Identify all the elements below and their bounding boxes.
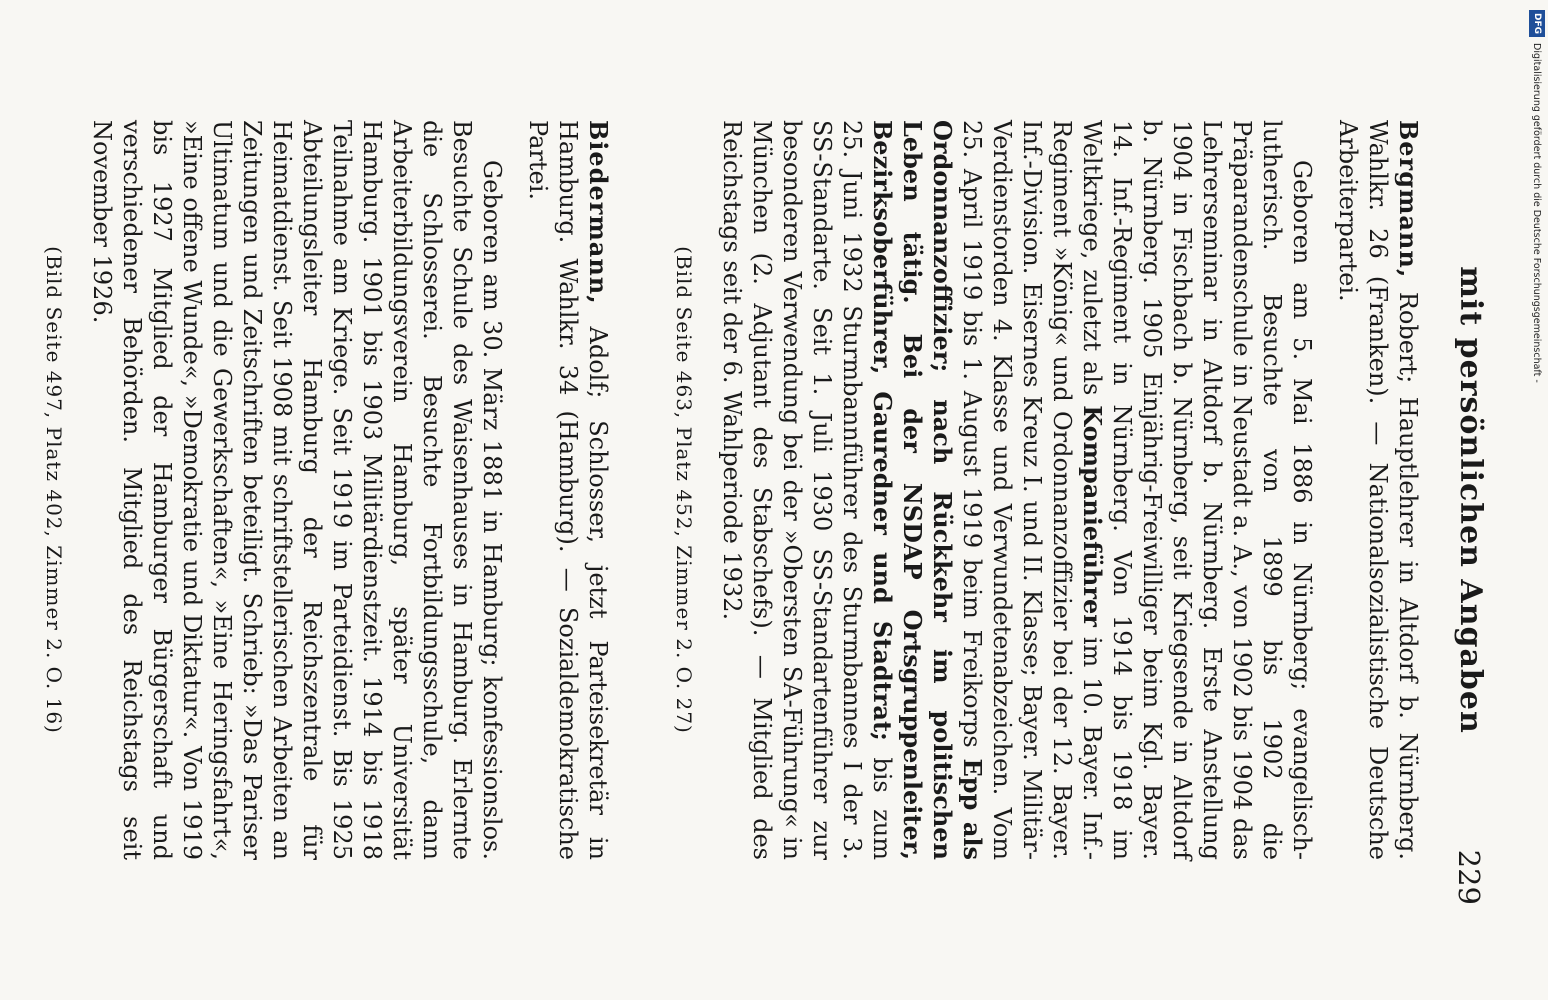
bio-segment-bold: Kompanieführer	[1078, 405, 1107, 627]
entry-biography	[717, 120, 1317, 860]
entry-surname: Biedermann,	[584, 120, 613, 305]
photo-reference-caption: (Bild Seite 497, Platz 402, Zimmer 2. O. 16)	[42, 246, 66, 734]
page-number: 229	[1452, 849, 1486, 905]
dfg-logo: DFG	[1529, 10, 1545, 37]
entry-head-text: Robert; Hauptlehrer in Altdorf b. Nürnberg. Wahlkr. 26 (Franken). — Nationalsozialistische Deutsche Arbeiterpartei.	[1334, 120, 1422, 860]
entry-biography	[87, 120, 507, 860]
entry-surname: Bergmann,	[1394, 120, 1423, 279]
page-header	[1438, 0, 1488, 1000]
bio-segment: im 10. Bayer. Inf.-Regiment »König« und Ordonnanzoffizier bei der 12. Bayer. Inf.-Division. Eisernes Kreuz I. und II. Klasse; Bayer. Militär-Verdienstorden 4. Klasse und Verwundetenabzeichen. Vom 25. April 1919 bis 1. August 1919 beim Freikorps	[958, 120, 1106, 860]
bio-segment: Geboren am 5. Mai 1886 in Nürnberg; evangelisch-lutherisch. Besuchte von 1899 bis 1902 die Präparandenschule in Neustadt a. A., von 1902 bis 1904 das Lehrerseminar in Altdorf b. Nürnberg. Erste Anstellung 1904 in Fischbach b. Nürnberg, seit Kriegsende in Altdorf b. Nürnberg. 1905 Einjährig-Freiwilliger beim Kgl. Bayer. 14. Inf.-Regiment in Nürnberg. Von 1914 bis 1918 im Weltkriege, zuletzt als	[1078, 120, 1316, 860]
entry-head-text: Adolf; Schlosser, jetzt Parteisekretär in Hamburg. Wahlkr. 34 (Hamburg). — Sozialdemokratische Partei.	[524, 120, 612, 860]
entry-heading	[523, 120, 613, 860]
bio-segment: bis zum 25. Juni 1932 Sturmbannführer des Sturmbannes I der 3. SS-Standarte. Seit 1. Juli 1930 SS-Standartenführer zur besonderen Verwendung bei der »Obersten SA-Führung« in München (2. Adjutant des Stabschefs). — Mitglied des Reichstags seit der 6. Wahlperiode 1932.	[718, 120, 896, 860]
bio-segment-bold: Epp als Ordonnanzoffizier; nach Rückkehr im politischen Leben tätig. Bei der NSDAP Ortsgruppenleiter, Bezirksoberführer, Gauredner und Stadtrat;	[868, 120, 987, 861]
entry-heading	[1333, 120, 1423, 860]
digitization-credit: Digitalisierung gefördert durch die Deutsche Forschungsgemeinschaft -	[1531, 43, 1543, 383]
biography-entry	[39, 120, 613, 860]
bio-segment: Geboren am 30. März 1881 in Hamburg; konfessionslos. Besuchte Schule des Waisenhauses in Hamburg. Erlernte die Schlosserei. Besuchte Fortbildungsschule, dann Arbeiterbildungsverein Hamburg, später Universität Hamburg. 1901 bis 1903 Militärdienstzeit. 1914 bis 1918 Teilnahme am Kriege. Seit 1919 im Parteidienst. Bis 1925 Abteilungsleiter Hamburg der Reichszentrale für Heimatdienst. Seit 1908 mit schriftstellerischen Arbeiten an Zeitungen und Zeitschriften beteiligt. Schrieb: »Das Pariser Ultimatum und die Gewerkschaften«, »Eine Heringsfahrt«, »Eine offene Wunde«, »Demokratie und Diktatur«. Von 1919 bis 1927 Mitglied der Hamburger Bürgerschaft und verschiedener Behörden. Mitglied des Reichstags seit November 1926.	[88, 120, 506, 860]
biography-entry	[669, 120, 1423, 860]
digitization-margin-note	[1526, 10, 1548, 390]
running-title: mit persönlichen Angaben	[1453, 266, 1488, 734]
photo-reference-caption: (Bild Seite 463, Platz 452, Zimmer 2. O. 27)	[672, 246, 696, 734]
